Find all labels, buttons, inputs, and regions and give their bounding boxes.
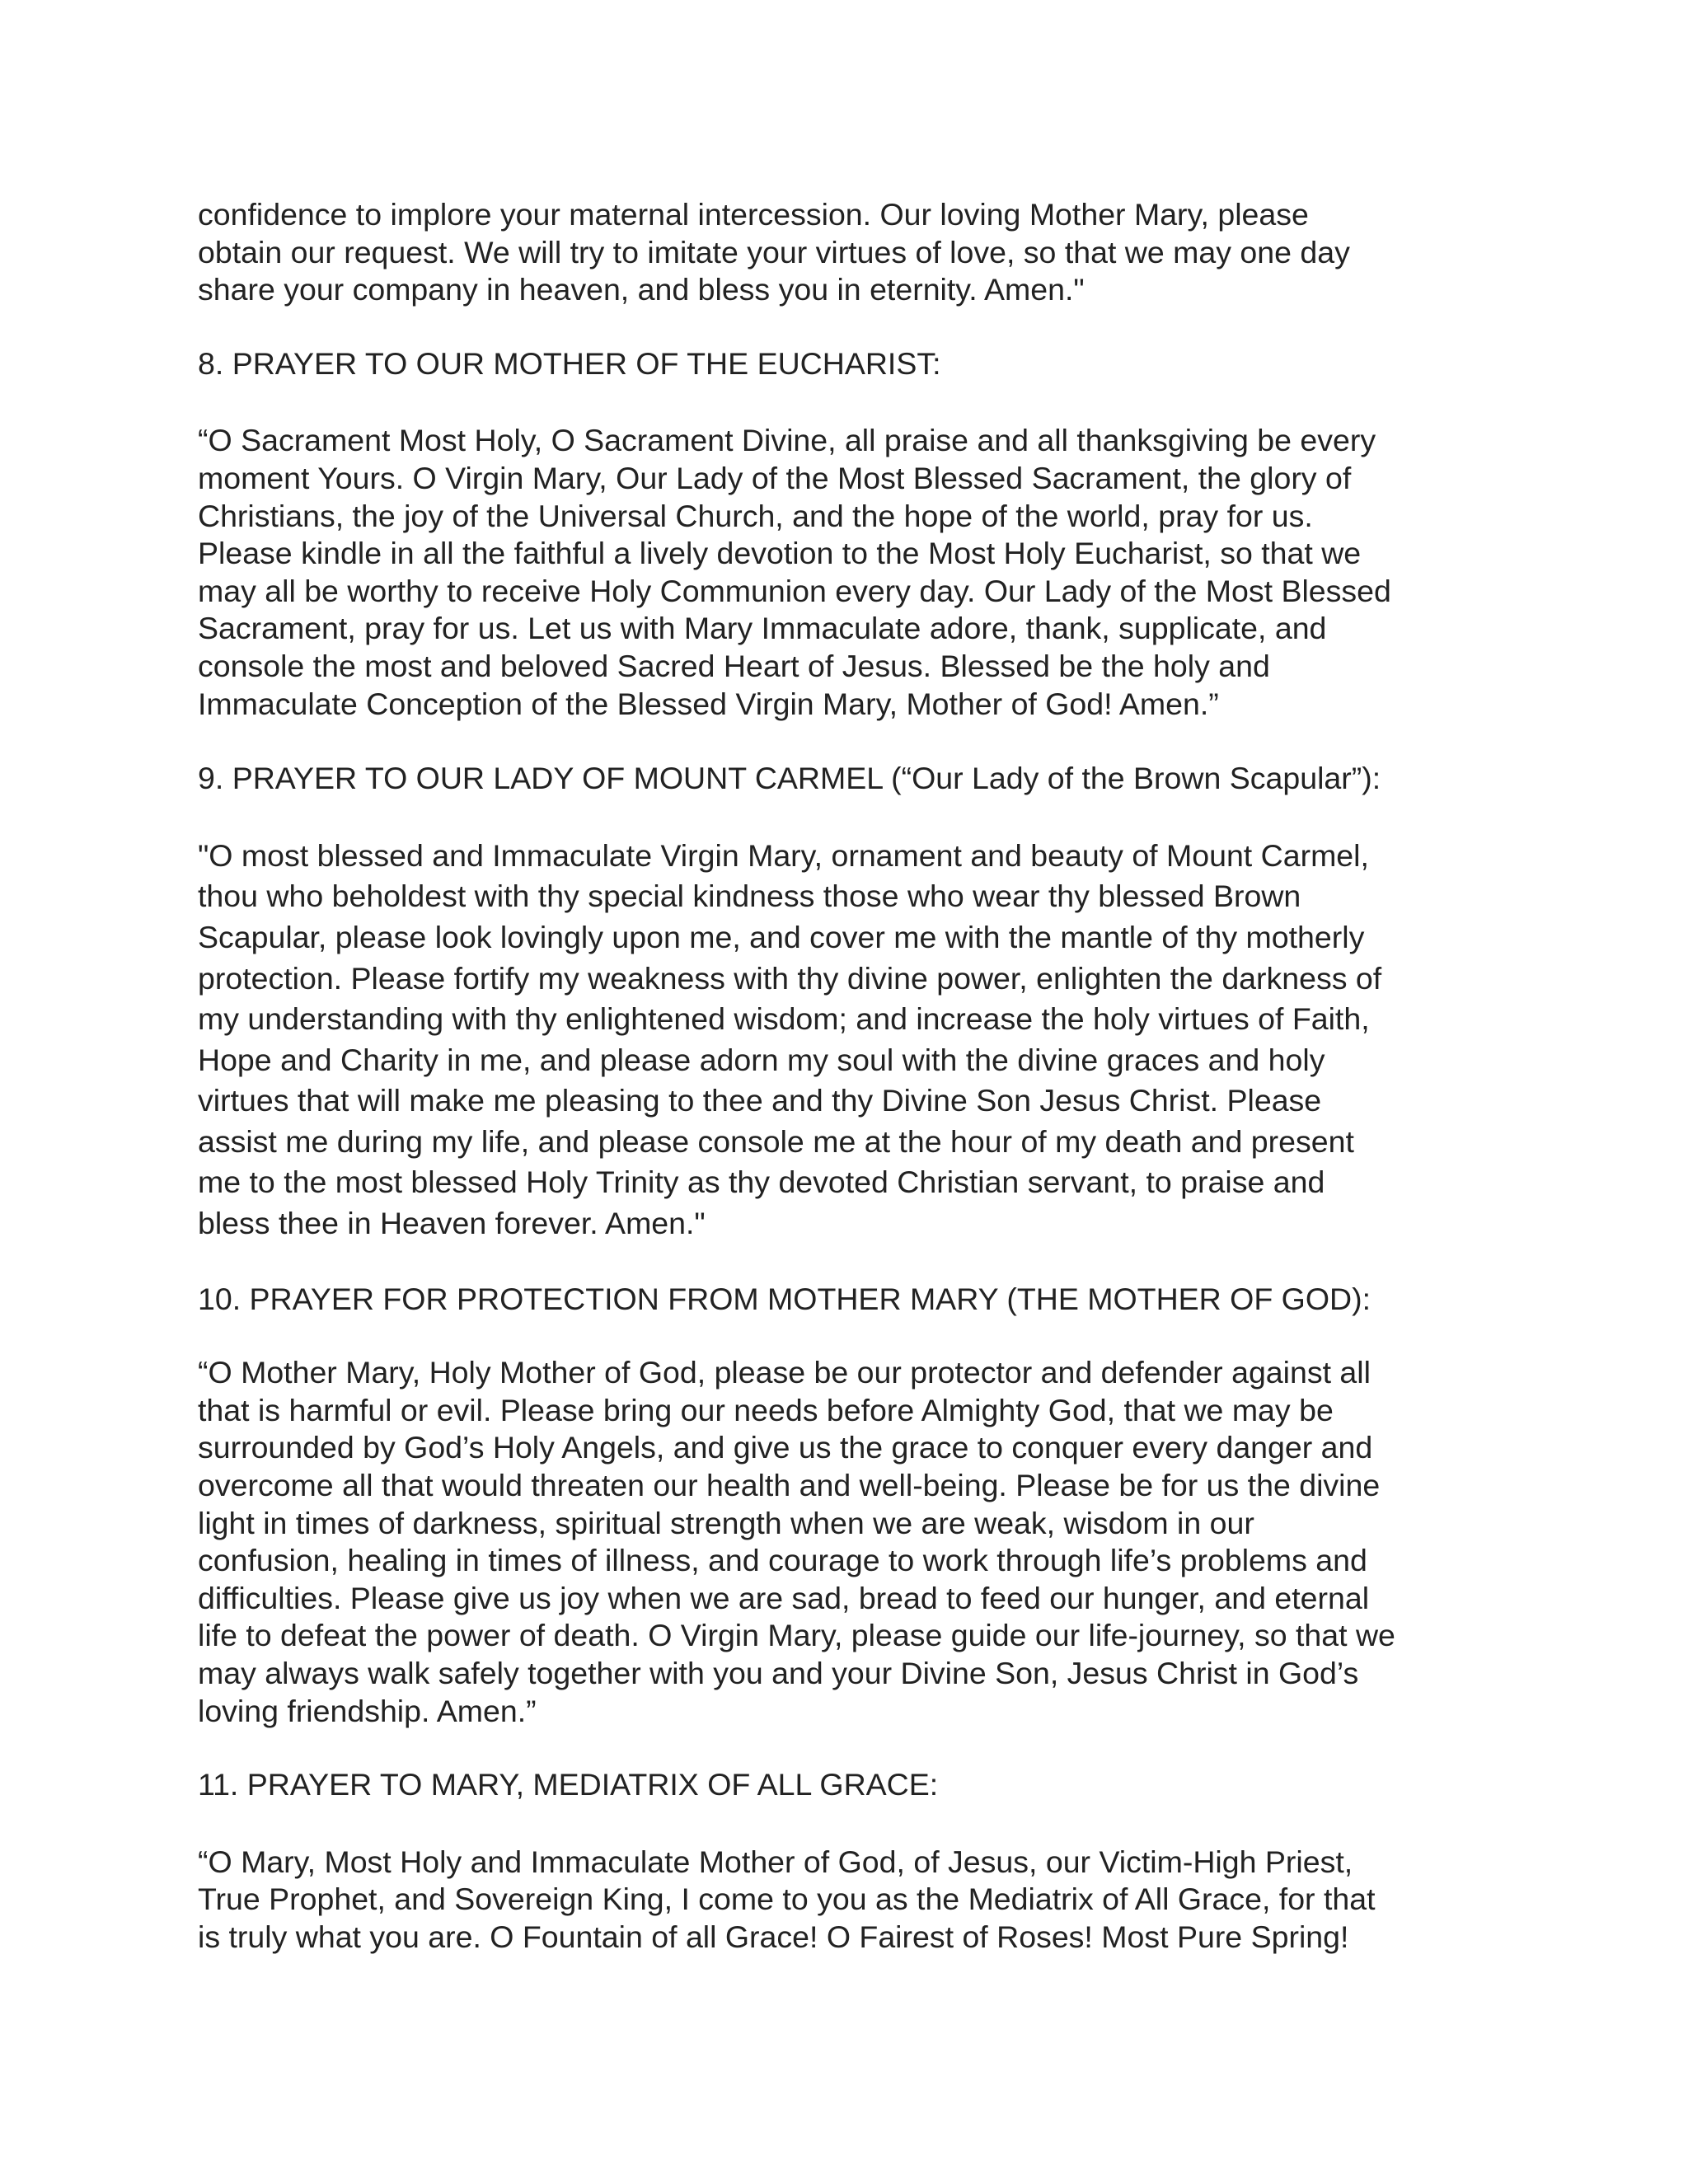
text-line: moment Yours. O Virgin Mary, Our Lady of the Most Blessed Sacrament, the glory of bbox=[198, 460, 1352, 495]
text-line: “O Mary, Most Holy and Immaculate Mother of God, of Jesus, our Victim-High Priest, bbox=[198, 1844, 1353, 1879]
text-line: Immaculate Conception of the Blessed Virgin Mary, Mother of God! Amen.” bbox=[198, 686, 1219, 721]
text-line: protection. Please fortify my weakness with thy divine power, enlighten the darkness of bbox=[198, 960, 1382, 996]
text-line: light in times of darkness, spiritual strength when we are weak, wisdom in our bbox=[198, 1505, 1254, 1540]
text-line: may all be worthy to receive Holy Communion every day. Our Lady of the Most Blessed bbox=[198, 573, 1391, 608]
section-11-paragraph bbox=[198, 1844, 1500, 1957]
text-line: difficulties. Please give us joy when we are sad, bread to feed our hunger, and eternal bbox=[198, 1580, 1370, 1615]
text-line: confidence to implore your maternal intercession. Our loving Mother Mary, please bbox=[198, 197, 1309, 232]
text-line: "O most blessed and Immaculate Virgin Mary, ornament and beauty of Mount Carmel, bbox=[198, 837, 1369, 873]
text-line: is truly what you are. O Fountain of all Grace! O Fairest of Roses! Most Pure Spring! bbox=[198, 1919, 1349, 1954]
text-line: my understanding with thy enlightened wisdom; and increase the holy virtues of Faith, bbox=[198, 1001, 1370, 1037]
text-line: Sacrament, pray for us. Let us with Mary Immaculate adore, thank, supplicate, and bbox=[198, 611, 1327, 646]
text-line: Please kindle in all the faithful a lively devotion to the Most Holy Eucharist, so that we bbox=[198, 536, 1362, 571]
text-line: overcome all that would threaten our health and well-being. Please be for us the divine bbox=[198, 1468, 1381, 1503]
text-line: Christians, the joy of the Universal Church, and the hope of the world, pray for us. bbox=[198, 498, 1313, 533]
text-line: “O Mother Mary, Holy Mother of God, please be our protector and defender against all bbox=[198, 1355, 1371, 1390]
text-line: may always walk safely together with you and your Divine Son, Jesus Christ in God’s bbox=[198, 1656, 1359, 1690]
section-8-heading: 8. PRAYER TO OUR MOTHER OF THE EUCHARIST: bbox=[198, 345, 941, 381]
text-line: confusion, healing in times of illness, and courage to work through life’s problems and bbox=[198, 1543, 1367, 1578]
text-line: that is harmful or evil. Please bring our needs before Almighty God, that we may be bbox=[198, 1392, 1334, 1427]
text-line: loving friendship. Amen.” bbox=[198, 1693, 537, 1728]
intro-paragraph bbox=[198, 196, 1500, 309]
text-line: “O Sacrament Most Holy, O Sacrament Divine, all praise and all thanksgiving be every bbox=[198, 423, 1376, 458]
text-line: assist me during my life, and please console me at the hour of my death and present bbox=[198, 1123, 1354, 1159]
section-9-heading: 9. PRAYER TO OUR LADY OF MOUNT CARMEL (“Our Lady of the Brown Scapular”): bbox=[198, 761, 1381, 796]
text-line: Hope and Charity in me, and please adorn my soul with the divine graces and holy bbox=[198, 1042, 1325, 1077]
text-line: surrounded by God’s Holy Angels, and give us the grace to conquer every danger and bbox=[198, 1430, 1373, 1465]
text-line: share your company in heaven, and bless you in eternity. Amen." bbox=[198, 272, 1085, 307]
text-line: obtain our request. We will try to imitate your virtues of love, so that we may one day bbox=[198, 234, 1350, 269]
section-8-paragraph bbox=[198, 422, 1500, 723]
text-line: thou who beholdest with thy special kindness those who wear thy blessed Brown bbox=[198, 879, 1301, 914]
text-line: Scapular, please look lovingly upon me, and cover me with the mantle of thy motherly bbox=[198, 919, 1365, 954]
section-10-heading: 10. PRAYER FOR PROTECTION FROM MOTHER MARY (THE MOTHER OF GOD): bbox=[198, 1281, 1371, 1316]
document-body bbox=[198, 196, 1500, 1957]
text-line: life to defeat the power of death. O Virgin Mary, please guide our life-journey, so that we bbox=[198, 1618, 1395, 1653]
text-line: virtues that will make me pleasing to thee and thy Divine Son Jesus Christ. Please bbox=[198, 1083, 1322, 1118]
section-10-paragraph bbox=[198, 1354, 1500, 1730]
section-9-paragraph bbox=[198, 836, 1500, 1244]
text-line: bless thee in Heaven forever. Amen." bbox=[198, 1206, 706, 1241]
text-line: me to the most blessed Holy Trinity as thy devoted Christian servant, to praise and bbox=[198, 1165, 1325, 1200]
text-line: console the most and beloved Sacred Heart of Jesus. Blessed be the holy and bbox=[198, 648, 1270, 683]
section-11-heading: 11. PRAYER TO MARY, MEDIATRIX OF ALL GRACE: bbox=[198, 1767, 939, 1802]
text-line: True Prophet, and Sovereign King, I come to you as the Mediatrix of All Grace, for that bbox=[198, 1882, 1376, 1917]
